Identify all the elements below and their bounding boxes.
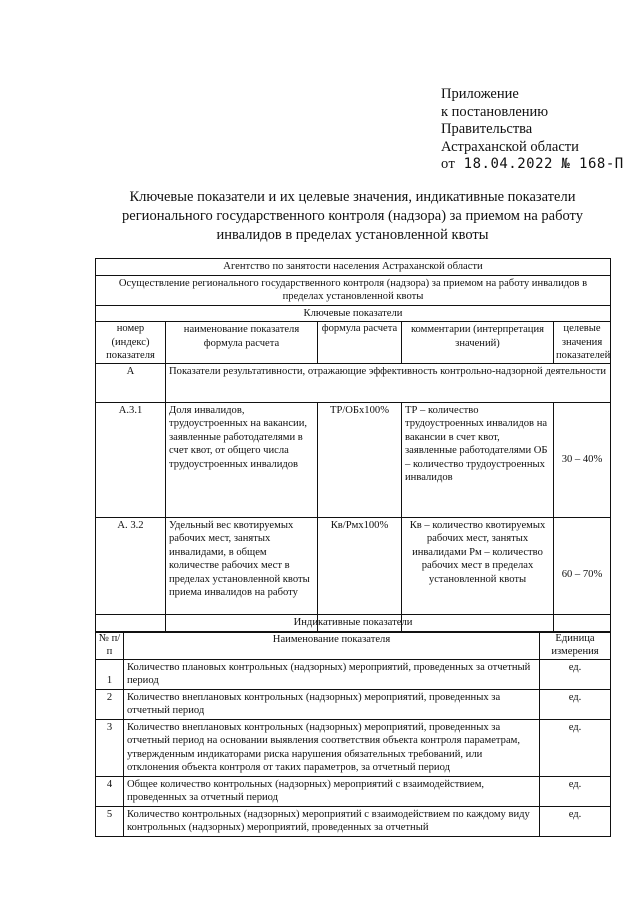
col-header-formula: формула расчета — [318, 322, 402, 364]
row-name: Количество контрольных (надзорных) мероприятий с взаимодействием по каждому виду контрольных (надзорных) мероприятий, проведенных за отчетный — [124, 806, 540, 836]
key-indicators-header: Ключевые показатели — [96, 305, 611, 322]
col-header-name: Наименование показателя — [124, 631, 540, 659]
group-text: Показатели результативности, отражающие эффективность контрольно-надзорной деятельности — [166, 363, 611, 402]
table-row — [96, 776, 611, 806]
table-row — [96, 689, 611, 719]
appendix-block — [441, 86, 624, 174]
row-target: 60 – 70% — [554, 517, 611, 632]
row-unit: ед. — [540, 659, 611, 689]
row-num: 5 — [96, 806, 124, 836]
row-num: 2 — [96, 689, 124, 719]
column-headers — [96, 631, 611, 659]
indicative-header: Индикативные показатели — [96, 615, 611, 632]
appendix-line: Астраханской области — [441, 138, 579, 155]
row-name: Количество внеплановых контрольных (надзорных) мероприятий, проведенных за отчетный период — [124, 689, 540, 719]
table-row — [96, 806, 611, 836]
row-index: А. 3.2 — [96, 517, 166, 632]
appendix-date-line — [441, 156, 624, 174]
row-unit: ед. — [540, 719, 611, 776]
col-header-unit: Единица измерения — [540, 631, 611, 659]
row-unit: ед. — [540, 776, 611, 806]
group-index: А — [96, 363, 166, 402]
appendix-line: к постановлению — [441, 103, 549, 120]
row-name: Количество внеплановых контрольных (надзорных) мероприятий, проведенных за отчетный период на основании выявления соответствия объекта контроля параметрам, утвержденным индикаторами риска нарушения обязательных требований, или отклонения объекта контроля от таких параметров, за отчетный период — [124, 719, 540, 776]
row-formula: ТР/ОБх100% — [318, 402, 402, 517]
row-unit: ед. — [540, 689, 611, 719]
table-row — [96, 659, 611, 689]
table-row — [96, 402, 611, 517]
row-target: 30 – 40% — [554, 402, 611, 517]
key-indicators-table — [95, 258, 611, 633]
decree-number: № 168-П — [561, 156, 624, 172]
document-title: Ключевые показатели и их целевые значения, индикативные показатели регионального государственного контроля (надзора) за приемом на работу инвалидов в пределах установленной квоты — [122, 189, 583, 243]
row-name: Количество плановых контрольных (надзорных) мероприятий, проведенных за отчетный период — [124, 659, 540, 689]
row-comment: ТР – количество трудоустроенных инвалидов на вакансии в счет квот, заявленные работодателями ОБ – количество трудоустроенных инвалидов — [402, 402, 554, 517]
row-name: Общее количество контрольных (надзорных) мероприятий с взаимодействием, проведенных за отчетный период — [124, 776, 540, 806]
row-num: 3 — [96, 719, 124, 776]
row-num: 1 — [96, 659, 124, 689]
control-type: Осуществление регионального государственного контроля (надзора) за приемом на работу инвалидов в пределах установленной квоты — [96, 275, 611, 305]
table-row — [96, 719, 611, 776]
decree-date: 18.04.2022 — [463, 156, 553, 172]
appendix-line: Приложение — [441, 86, 519, 102]
col-header-num: № п/п — [96, 631, 124, 659]
row-comment: Кв – количество квотируемых рабочих мест, занятых инвалидами Рм – количество рабочих мест в пределах установленной квоты — [402, 517, 554, 632]
indicative-indicators-table — [95, 614, 611, 837]
appendix-line: Правительства — [441, 121, 533, 137]
col-header-index: номер (индекс) показателя — [96, 322, 166, 364]
row-name: Доля инвалидов, трудоустроенных на вакансии, заявленные работодателями в счет квот, от общего числа трудоустроенных инвалидов — [166, 402, 318, 517]
row-formula: Кв/Рмх100% — [318, 517, 402, 632]
col-header-name: наименование показателя формула расчета — [166, 322, 318, 364]
col-header-target: целевые значения показателей — [554, 322, 611, 364]
date-prefix: от — [441, 156, 456, 172]
column-headers — [96, 322, 611, 364]
row-name: Удельный вес квотируемых рабочих мест, занятых инвалидами, в общем количестве рабочих мест в пределах установленной квоты приема инвалидов на работу — [166, 517, 318, 632]
col-header-comment: комментарии (интерпретация значений) — [402, 322, 554, 364]
row-num: 4 — [96, 776, 124, 806]
row-unit: ед. — [540, 806, 611, 836]
agency-name: Агентство по занятости населения Астраханской области — [96, 259, 611, 276]
row-index: А.3.1 — [96, 402, 166, 517]
group-row — [96, 363, 611, 402]
